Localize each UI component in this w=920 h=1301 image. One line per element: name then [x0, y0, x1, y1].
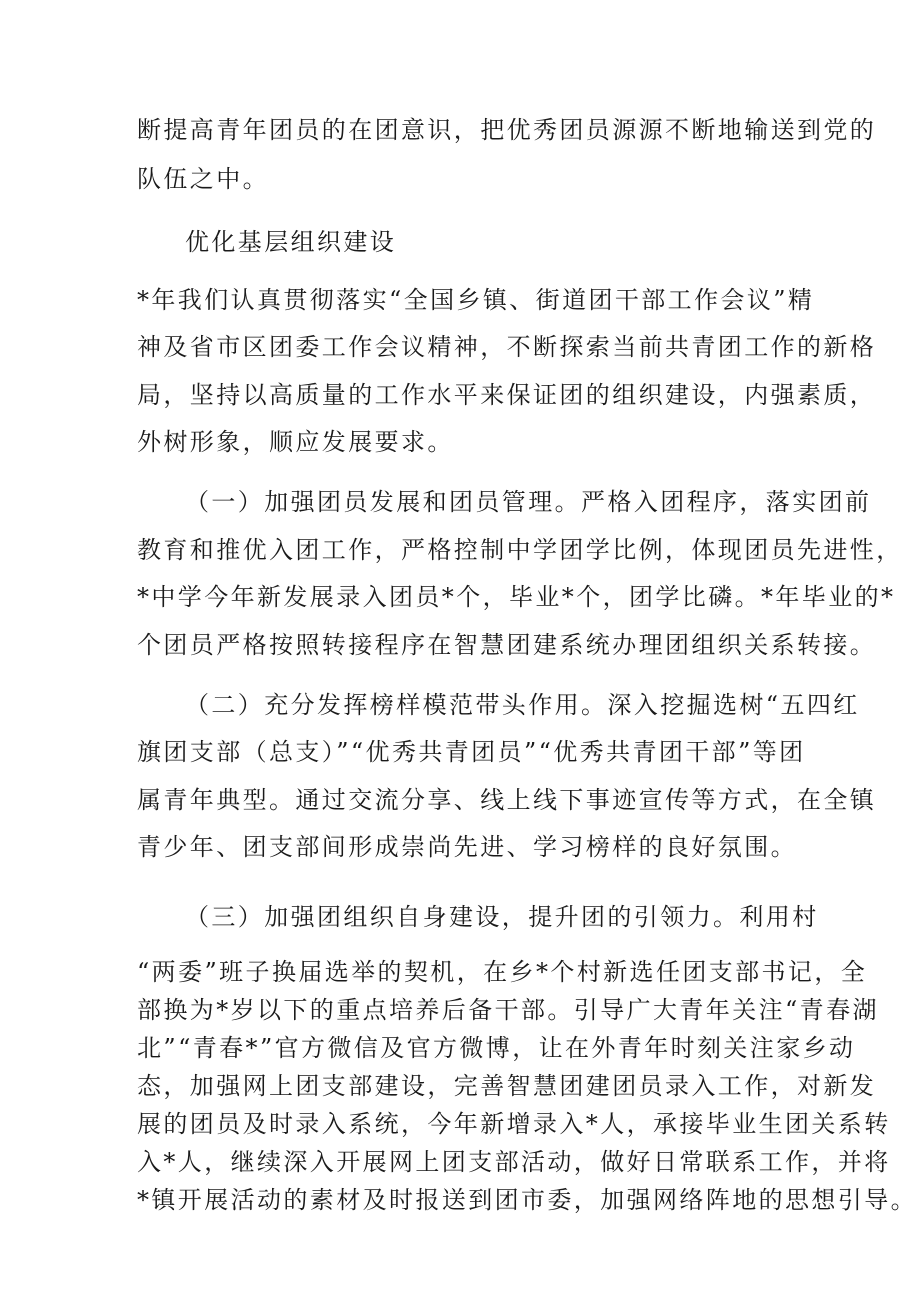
paragraph-line: 部换为*岁以下的重点培养后备干部。引导广大青年关注“青春湖 — [137, 996, 879, 1024]
paragraph-line: 外树形象，顺应发展要求。 — [137, 428, 454, 456]
paragraph-line: （二）充分发挥榜样模范带头作用。深入挖掘选树“五四红 — [185, 691, 860, 719]
section-heading: 优化基层组织建设 — [185, 228, 397, 256]
paragraph-line: 局，坚持以高质量的工作水平来保证团的组织建设，内强素质， — [137, 381, 877, 409]
paragraph-line: 属青年典型。通过交流分享、线上线下事迹宣传等方式，在全镇 — [137, 786, 877, 814]
paragraph-line: 旗团支部（总支）”“优秀共青团员”“优秀共青团干部”等团 — [137, 738, 806, 766]
paragraph-line: 队伍之中。 — [137, 165, 269, 193]
paragraph-line: 态，加强网上团支部建设，完善智慧团建团员录入工作，对新发 — [137, 1072, 877, 1100]
paragraph-line: *年我们认真贯彻落实“全国乡镇、街道团干部工作会议”精 — [137, 286, 815, 314]
paragraph-line: *镇开展活动的素材及时报送到团市委，加强网络阵地的思想引导。 — [137, 1186, 917, 1214]
paragraph-line: （三）加强团组织自身建设，提升团的引领力。利用村 — [185, 903, 819, 931]
paragraph-line: 断提高青年团员的在团意识，把优秀团员源源不断地输送到党的 — [137, 116, 877, 144]
paragraph-line: （一）加强团员发展和团员管理。严格入团程序，落实团前 — [185, 488, 872, 516]
paragraph-line: 北”“青春*”官方微信及官方微博，让在外青年时刻关注家乡动 — [137, 1034, 856, 1062]
paragraph-line: 青少年、团支部间形成崇尚先进、学习榜样的良好氛围。 — [137, 833, 797, 861]
paragraph-line: 个团员严格按照转接程序在智慧团建系统办理团组织关系转接。 — [137, 631, 877, 659]
paragraph-line: 展的团员及时录入系统，今年新增录入*人，承接毕业生团关系转 — [137, 1110, 891, 1138]
paragraph-line: 入*人，继续深入开展网上团支部活动，做好日常联系工作，并将 — [137, 1148, 891, 1176]
paragraph-line: “两委”班子换届选举的契机，在乡*个村新选任团支部书记，全 — [137, 958, 868, 986]
paragraph-line: 神及省市区团委工作会议精神，不断探索当前共青团工作的新格 — [137, 333, 877, 361]
paragraph-line: 教育和推优入团工作，严格控制中学团学比例，体现团员先进性， — [137, 536, 903, 564]
paragraph-line: *中学今年新发展录入团员*个，毕业*个，团学比磷。*年毕业的* — [137, 583, 896, 611]
